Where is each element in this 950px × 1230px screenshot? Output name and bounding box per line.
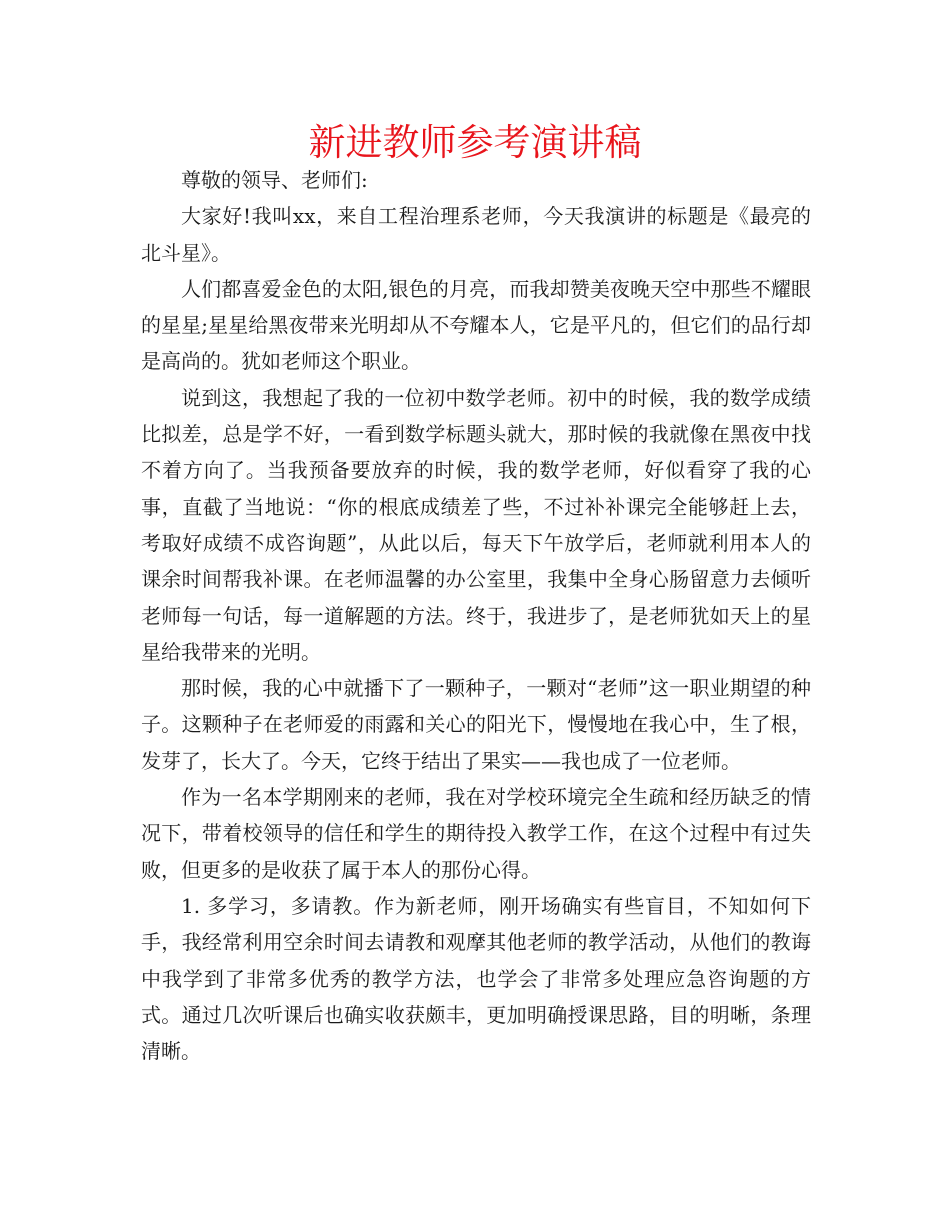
document-title: 新进教师参考演讲稿 <box>308 121 642 164</box>
paragraph-seed: 那时候，我的心中就播下了一颗种子，一颗对“老师”这一职业期望的种子。这颗种子在老师爱的雨露和关心的阳光下，慢慢地在我心中，生了根，发芽了，长大了。今天，它终于结出了果实——我也成了一位老师。 <box>141 676 811 773</box>
paragraph-new-teacher: 作为一名本学期刚来的老师，我在对学校环境完全生疏和经历缺乏的情况下，带着校领导的信任和学生的期待投入教学工作，在这个过程中有过失败，但更多的是收获了属于本人的那份心得。 <box>141 785 811 882</box>
paragraph-introduction: 大家好!我叫xx，来自工程治理系老师，今天我演讲的标题是《最亮的北斗星》。 <box>141 204 811 265</box>
paragraph-math-teacher: 说到这，我想起了我的一位初中数学老师。初中的时候，我的数学成绩比拟差，总是学不好，一看到数学标题头就大，那时候的我就像在黑夜中找不着方向了。当我预备要放弃的时候，我的数学老师，好似看穿了我的心事，直截了当地说：“你的根底成绩差了些，不过补补课完全能够赶上去，考取好成绩不成咨询题”，从此以后，每天下午放学后，老师就利用本人的课余时间帮我补课。在老师温馨的办公室里，我集中全身心肠留意力去倾听老师每一句话，每一道解题的方法。终于，我进步了，是老师犹如天上的星星给我带来的光明。 <box>141 385 811 664</box>
document-body <box>141 162 811 1069</box>
paragraph-point-one: 1. 多学习，多请教。作为新老师，刚开场确实有些盲目，不知如何下手，我经常利用空余时间去请教和观摩其他老师的教学活动，从他们的教诲中我学到了非常多优秀的教学方法，也学会了非常多处理应急咨询题的方式。通过几次听课后也确实收获颇丰，更加明确授课思路，目的明晰，条理清晰。 <box>141 893 811 1064</box>
paragraph-stars: 人们都喜爱金色的太阳,银色的月亮，而我却赞美夜晚天空中那些不耀眼的星星;星星给黑夜带来光明却从不夸耀本人，它是平凡的，但它们的品行却是高尚的。犹如老师这个职业。 <box>141 276 811 374</box>
paragraph-greeting: 尊敬的领导、老师们: <box>181 168 368 192</box>
